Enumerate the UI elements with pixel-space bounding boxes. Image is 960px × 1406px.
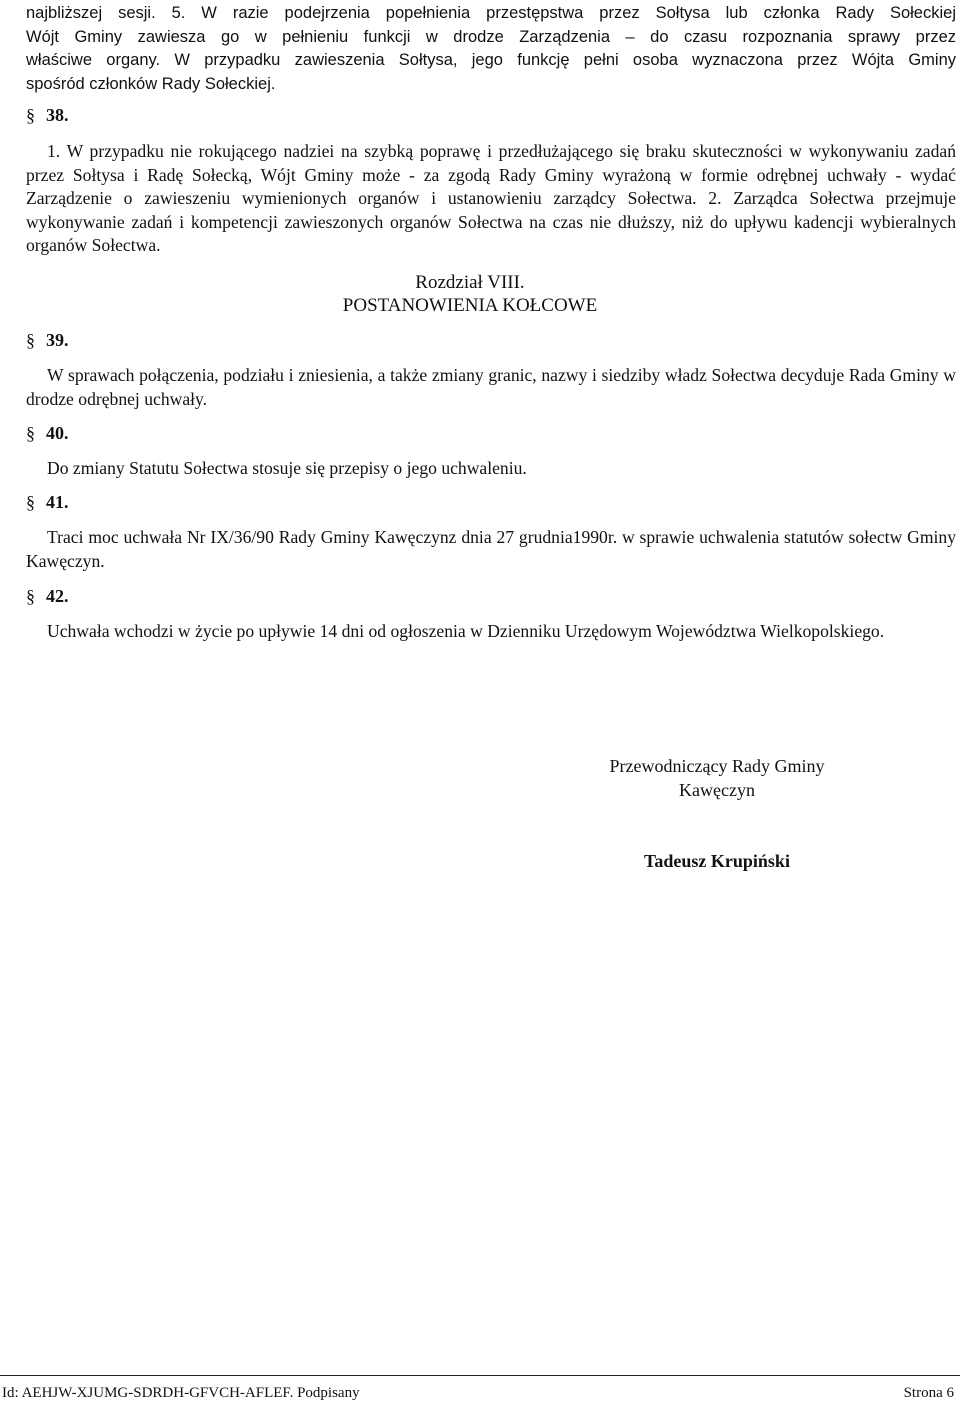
- top-paragraph-line: najbliższej sesji. 5. W razie podejrzenia popełnienia przestępstwa przez Sołtysa lub członka Rady Sołeckiej: [26, 4, 956, 22]
- footer-document-id: Id: AEHJW-XJUMG-SDRDH-GFVCH-AFLEF. Podpisany: [2, 1385, 360, 1401]
- section-42-heading: [26, 586, 69, 607]
- chapter-subtitle: POSTANOWIENIA KOŁCOWE: [342, 295, 598, 316]
- signatory-role: Przewodniczący Rady Gminy: [609, 756, 825, 776]
- section-41-text: [26, 526, 956, 573]
- section-number: 42.: [46, 586, 69, 606]
- section-40-heading: [26, 423, 69, 444]
- section-sign: §: [26, 330, 35, 350]
- signatory-municipality: Kawęczyn: [679, 780, 755, 800]
- section-38-body: 1. W przypadku nie rokującego nadziei na szybką poprawę i przedłużającego się braku skuteczności w wykonywaniu zadań przez Sołtysa i Radę Sołecką, Wójt Gminy może - za zgodą Rady Gminy wyrażoną w formie odrębnej uchwały - wydać Zarządzenie o zawieszeniu wymienionych organów i ustanowieniu zarządcy Sołectwa. 2. Zarządca Sołectwa przejmuje wykonywanie zadań i kompetencji zawieszonych organów Sołectwa na czas nie dłuższy, niż do upływu kadencji wybieralnych organów Sołectwa.: [26, 141, 956, 256]
- section-40-body: Do zmiany Statutu Sołectwa stosuje się przepisy o jego uchwaleniu.: [47, 458, 527, 478]
- section-42-body: Uchwała wchodzi w życie po upływie 14 dni od ogłoszenia w Dzienniku Urzędowym Województwa Wielkopolskiego.: [47, 621, 885, 641]
- section-sign: §: [26, 492, 35, 512]
- section-41-heading: [26, 492, 69, 513]
- section-sign: §: [26, 105, 35, 125]
- section-40-text: [26, 457, 956, 481]
- section-sign: §: [26, 586, 35, 606]
- top-paragraph-line: Wójt Gminy zawiesza go w pełnieniu funkcji w drodze Zarządzenia – do czasu rozpoznania sprawy przez: [26, 27, 956, 46]
- top-paragraph: [26, 2, 956, 96]
- section-38-text: [26, 140, 956, 258]
- top-paragraph-line: właściwe organy. W przypadku zawieszenia Sołtysa, jego funkcję pełni osoba wyznaczona przez Wójta Gminy: [26, 51, 956, 70]
- section-number: 41.: [46, 492, 69, 512]
- section-number: 39.: [46, 330, 69, 350]
- section-39-heading: [26, 330, 69, 351]
- section-number: 40.: [46, 423, 69, 443]
- section-39-text: [26, 364, 956, 411]
- section-sign: §: [26, 423, 35, 443]
- section-39-body: W sprawach połączenia, podziału i zniesienia, a także zmiany granic, nazwy i siedziby władz Sołectwa decyduje Rada Gminy w drodze odrębnej uchwały.: [26, 365, 956, 409]
- footer-divider: [0, 1375, 960, 1376]
- section-42-text: [26, 620, 956, 644]
- section-41-body: Traci moc uchwała Nr IX/36/90 Rady Gminy Kawęczynz dnia 27 grudnia1990r. w sprawie uchwalenia statutów sołectw Gminy Kawęczyn.: [26, 527, 956, 571]
- section-38-heading: [26, 105, 69, 126]
- top-paragraph-line: spośród członków Rady Sołeckiej.: [26, 74, 276, 93]
- signatory-name: Tadeusz Krupiński: [644, 851, 790, 871]
- section-number: 38.: [46, 105, 69, 125]
- footer-page-number: Strona 6: [903, 1385, 954, 1401]
- chapter-title: Rozdział VIII.: [415, 272, 525, 293]
